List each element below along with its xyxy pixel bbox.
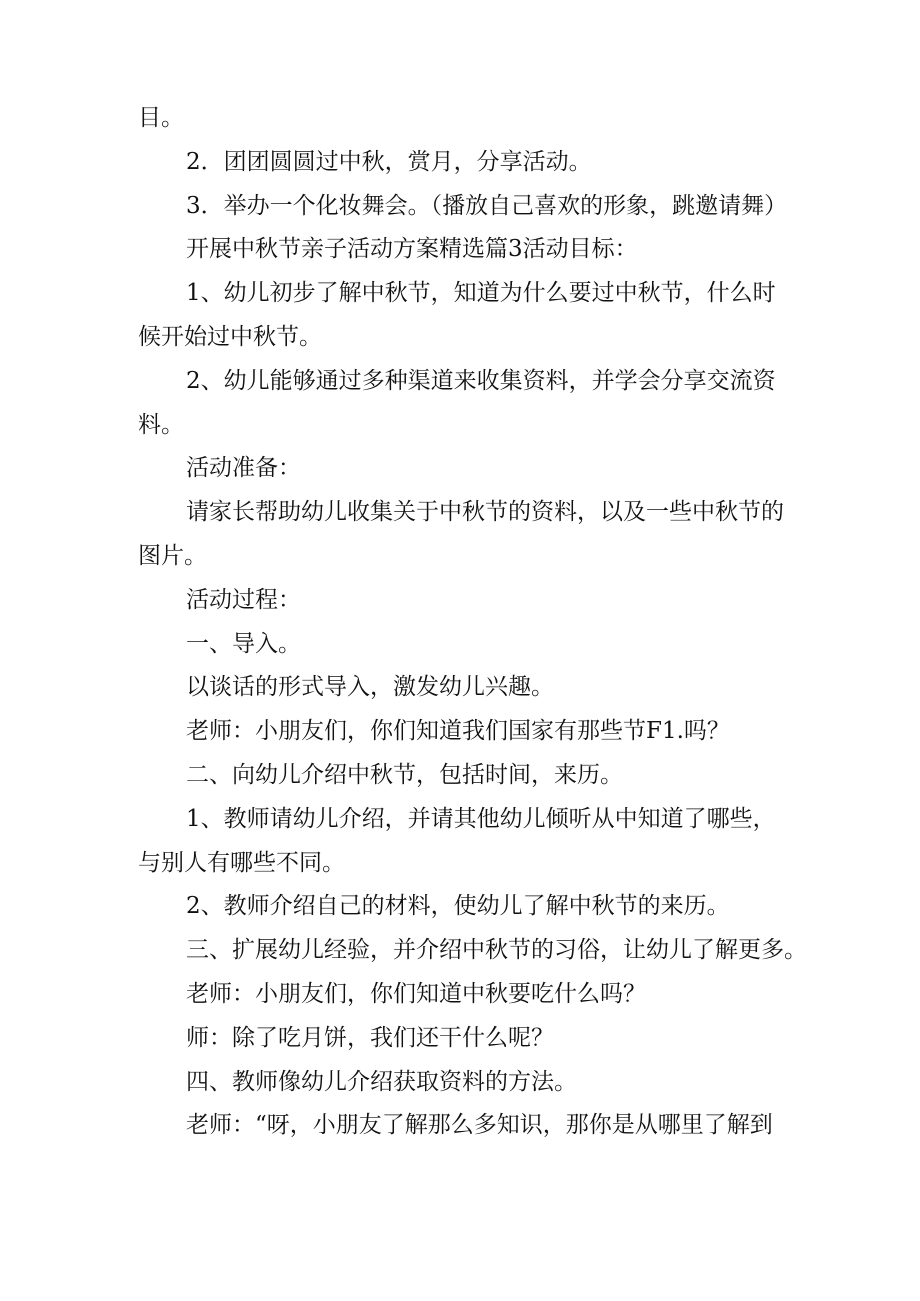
section-heading: 活动过程： [186,586,301,613]
text-line: 二、向幼儿介绍中秋节，包括时间，来历。 [186,761,623,788]
text-line: 2．团团圆圆过中秋，赏月，分享活动。 [186,148,592,175]
text-line: 老师：小朋友们，你们知道中秋要吃什么吗？ [186,980,646,1007]
text-line: 老师：小朋友们，你们知道我们国家有那些节F1.吗？ [186,718,730,745]
text-line: 3．举办一个化妆舞会。（播放自己喜欢的形象，跳邀请舞） [186,192,788,219]
text-line: 四、教师像幼儿介绍获取资料的方法。 [186,1068,577,1095]
text-line: 2、幼儿能够通过多种渠道来收集资料，并学会分享交流资 [186,367,776,394]
text-line: 以谈话的形式导入，激发幼儿兴趣。 [186,674,554,701]
text-line: 1、教师请幼儿介绍，并请其他幼儿倾听从中知道了哪些， [186,805,776,832]
text-line: 与别人有哪些不同。 [138,849,345,876]
text-line: 2、教师介绍自己的材料，使幼儿了解中秋节的来历。 [186,893,730,920]
text-line: 1、幼儿初步了解中秋节，知道为什么要过中秋节，什么时 [186,280,776,307]
text-line: 料。 [138,411,184,438]
text-line: 候开始过中秋节。 [138,323,322,350]
text-line: 老师：“呀，小朋友了解那么多知识，那你是从哪里了解到 [186,1112,773,1139]
text-line: 一、导入。 [186,630,301,657]
text-line: 请家长帮助幼儿收集关于中秋节的资料，以及一些中秋节的 [186,499,784,526]
text-line: 三、扩展幼儿经验，并介绍中秋节的习俗，让幼儿了解更多。 [186,937,807,964]
text-line: 图片。 [138,542,207,569]
document-body [138,97,807,1148]
section-heading: 开展中秋节亲子活动方案精选篇3活动目标： [186,236,638,263]
text-line: 师：除了吃月饼，我们还干什么呢？ [186,1024,554,1051]
section-heading: 活动准备： [186,455,301,482]
text-line: 目。 [138,105,184,131]
